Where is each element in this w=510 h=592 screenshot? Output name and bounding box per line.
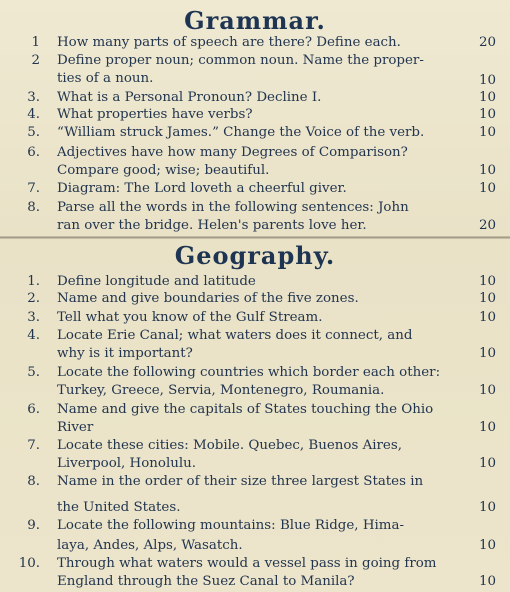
question-points: 10 bbox=[478, 291, 496, 306]
paper-fold-line bbox=[0, 236, 510, 239]
question-number: 8. bbox=[27, 200, 40, 215]
question-number: 9. bbox=[27, 518, 40, 533]
question-number: 3. bbox=[27, 90, 40, 105]
question-points: 10 bbox=[478, 90, 496, 105]
question-number: 6. bbox=[27, 402, 40, 417]
question-number: 7. bbox=[27, 438, 40, 453]
question-text-line: Name in the order of their size three largest States in bbox=[57, 474, 424, 489]
question-text-line: “William struck James.” Change the Voice of the verb. bbox=[57, 125, 425, 140]
question-number: 2 bbox=[31, 53, 40, 68]
question-points: 20 bbox=[478, 35, 496, 50]
question-text-line: Turkey, Greece, Servia, Montenegro, Roumania. bbox=[57, 383, 385, 398]
question-text-line: the United States. bbox=[57, 500, 181, 515]
question-number: 1. bbox=[27, 274, 40, 289]
question-points: 10 bbox=[478, 107, 496, 122]
question-text-line: Locate the following countries which border each other: bbox=[57, 365, 441, 380]
question-text-line: Liverpool, Honolulu. bbox=[57, 456, 197, 471]
question-points: 10 bbox=[478, 500, 496, 515]
question-number: 8. bbox=[27, 474, 40, 489]
question-text-line: Locate Erie Canal; what waters does it connect, and bbox=[57, 328, 413, 343]
grammar-title: Grammar. bbox=[184, 6, 326, 35]
question-number: 3. bbox=[27, 310, 40, 325]
question-points: 10 bbox=[478, 125, 496, 140]
question-text-line: Parse all the words in the following sentences: John bbox=[57, 200, 409, 215]
question-text-line: River bbox=[57, 420, 94, 435]
question-text-line: What properties have verbs? bbox=[57, 107, 253, 122]
question-text-line: Name and give the capitals of States touching the Ohio bbox=[57, 402, 434, 417]
question-text-line: What is a Personal Pronoun? Decline I. bbox=[57, 90, 322, 105]
question-text-line: why is it important? bbox=[57, 346, 193, 361]
question-number: 10. bbox=[18, 556, 40, 571]
question-points: 10 bbox=[478, 574, 496, 589]
question-text-line: ties of a noun. bbox=[57, 71, 154, 86]
question-text-line: Locate these cities: Mobile. Quebec, Buenos Aires, bbox=[57, 438, 402, 453]
question-text-line: Tell what you know of the Gulf Stream. bbox=[57, 310, 323, 325]
question-points: 10 bbox=[478, 310, 496, 325]
question-points: 10 bbox=[478, 181, 496, 196]
question-number: 5. bbox=[27, 365, 40, 380]
question-points: 10 bbox=[478, 456, 496, 471]
question-text-line: Define longitude and latitude bbox=[57, 274, 256, 289]
question-number: 5. bbox=[27, 125, 40, 140]
question-text-line: ran over the bridge. Helen's parents love her. bbox=[57, 218, 367, 233]
question-text-line: Define proper noun; common noun. Name the proper- bbox=[57, 53, 424, 68]
question-text-line: Name and give boundaries of the five zones. bbox=[57, 291, 359, 306]
question-points: 10 bbox=[478, 538, 496, 553]
geography-title: Geography. bbox=[174, 241, 336, 270]
question-points: 10 bbox=[478, 163, 496, 178]
question-number: 1 bbox=[31, 35, 40, 50]
question-text-line: Locate the following mountains: Blue Ridge, Hima- bbox=[57, 518, 404, 533]
question-points: 20 bbox=[478, 218, 496, 233]
question-number: 6. bbox=[27, 145, 40, 160]
question-number: 7. bbox=[27, 181, 40, 196]
question-points: 10 bbox=[478, 420, 496, 435]
question-text-line: Through what waters would a vessel pass in going from bbox=[57, 556, 437, 571]
question-text-line: laya, Andes, Alps, Wasatch. bbox=[57, 538, 243, 553]
question-number: 4. bbox=[27, 328, 40, 343]
question-text-line: England through the Suez Canal to Manila? bbox=[57, 574, 355, 589]
question-points: 10 bbox=[478, 73, 496, 88]
question-number: 4. bbox=[27, 107, 40, 122]
question-points: 10 bbox=[478, 383, 496, 398]
question-points: 10 bbox=[478, 346, 496, 361]
question-text-line: Diagram: The Lord loveth a cheerful giver. bbox=[57, 181, 347, 196]
question-number: 2. bbox=[27, 291, 40, 306]
question-text-line: How many parts of speech are there? Define each. bbox=[57, 35, 401, 50]
question-points: 10 bbox=[478, 274, 496, 289]
question-text-line: Compare good; wise; beautiful. bbox=[57, 163, 270, 178]
question-text-line: Adjectives have how many Degrees of Comparison? bbox=[57, 145, 408, 160]
